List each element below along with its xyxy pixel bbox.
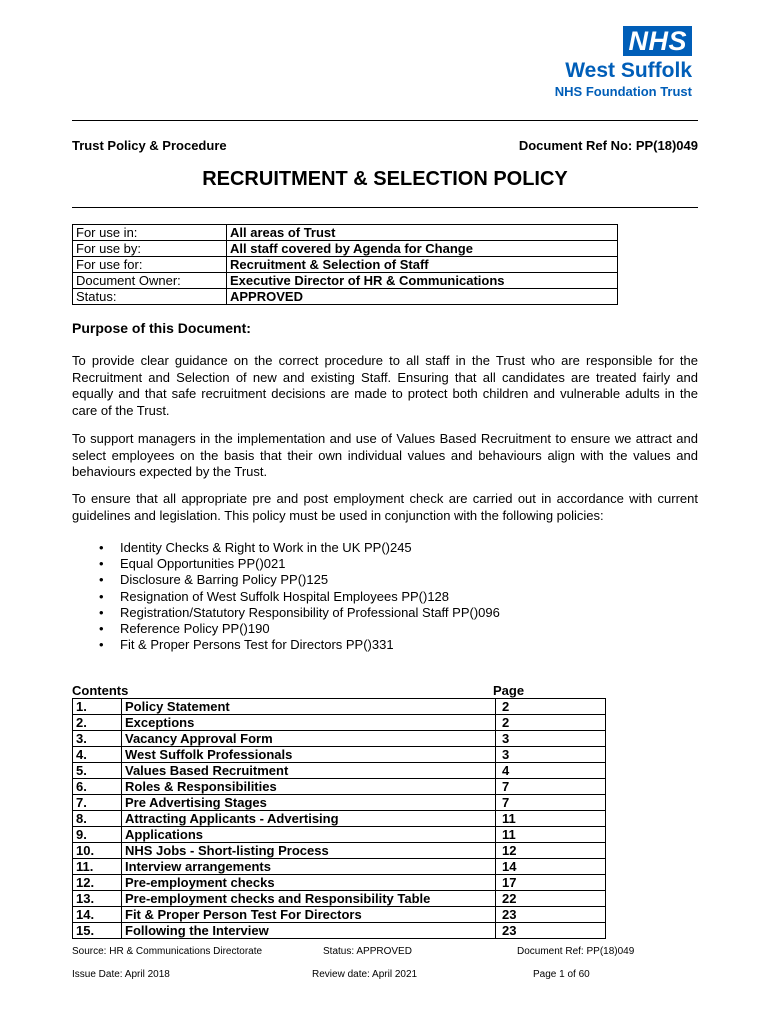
document-header — [72, 138, 698, 153]
section-number: 4. — [73, 747, 122, 763]
section-title: West Suffolk Professionals — [122, 747, 496, 763]
org-subtitle: NHS Foundation Trust — [554, 84, 692, 99]
meta-row — [73, 289, 618, 305]
section-title: Roles & Responsibilities — [122, 779, 496, 795]
table-row — [73, 923, 606, 939]
section-title: Exceptions — [122, 715, 496, 731]
meta-key: For use in: — [73, 225, 227, 241]
meta-value: Executive Director of HR & Communications — [227, 273, 618, 289]
table-row — [73, 747, 606, 763]
meta-value: APPROVED — [227, 289, 618, 305]
section-title: Pre Advertising Stages — [122, 795, 496, 811]
section-title: Vacancy Approval Form — [122, 731, 496, 747]
footer-source: Source: HR & Communications Directorate — [72, 946, 263, 957]
section-number: 10. — [73, 843, 122, 859]
policy-type: Trust Policy & Procedure — [72, 138, 227, 153]
section-page: 4 — [496, 763, 606, 779]
table-row — [73, 715, 606, 731]
footer-doc-ref: Document Ref: PP(18)049 — [517, 946, 635, 957]
table-row — [73, 859, 606, 875]
section-number: 2. — [73, 715, 122, 731]
table-row — [73, 763, 606, 779]
table-row — [73, 795, 606, 811]
top-rule — [72, 120, 698, 121]
contents-header — [72, 683, 528, 698]
section-page: 2 — [496, 699, 606, 715]
title-rule — [72, 207, 698, 208]
section-title: Following the Interview — [122, 923, 496, 939]
meta-key: For use for: — [73, 257, 227, 273]
nhs-logo — [547, 26, 692, 99]
section-page: 11 — [496, 811, 606, 827]
page-column-heading: Page — [493, 683, 525, 698]
meta-value: All areas of Trust — [227, 225, 618, 241]
list-item: • Identity Checks & Right to Work in the UK PP()245 — [120, 540, 746, 556]
meta-row — [73, 241, 618, 257]
document-meta-table — [72, 224, 618, 305]
purpose-heading: Purpose of this Document: — [72, 320, 251, 336]
section-title: Policy Statement — [122, 699, 496, 715]
section-number: 7. — [73, 795, 122, 811]
section-number: 1. — [73, 699, 122, 715]
section-title: Interview arrangements — [122, 859, 496, 875]
section-title: Applications — [122, 827, 496, 843]
section-page: 23 — [496, 923, 606, 939]
table-row — [73, 811, 606, 827]
section-page: 3 — [496, 747, 606, 763]
section-title: Pre-employment checks and Responsibility Table — [122, 891, 496, 907]
list-item: • Reference Policy PP()190 — [120, 621, 746, 637]
contents-heading: Contents — [72, 683, 129, 698]
table-row — [73, 731, 606, 747]
list-item: • Registration/Statutory Responsibility of Professional Staff PP()096 — [120, 605, 746, 621]
section-page: 22 — [496, 891, 606, 907]
footer-review-date: Review date: April 2021 — [312, 969, 418, 980]
section-number: 15. — [73, 923, 122, 939]
section-number: 3. — [73, 731, 122, 747]
section-title: Attracting Applicants - Advertising — [122, 811, 496, 827]
purpose-paragraph-3: To ensure that all appropriate pre and post employment check are carried out in accordance with current guidelines and legislation. This policy must be used in conjunction with the following policies: — [72, 491, 698, 523]
section-page: 2 — [496, 715, 606, 731]
section-title: Values Based Recruitment — [122, 763, 496, 779]
section-title: Fit & Proper Person Test For Directors — [122, 907, 496, 923]
section-title: NHS Jobs - Short-listing Process — [122, 843, 496, 859]
purpose-paragraph-1: To provide clear guidance on the correct procedure to all staff in the Trust who are responsible for the Recruitment and Selection of new and existing Staff. Ensuring that all candidates are treated fairly and equally and that safe recruitment decisions are made to protect both children and vulnerable adults in the care of the Trust. — [72, 353, 698, 418]
page-title: RECRUITMENT & SELECTION POLICY — [202, 168, 568, 190]
table-row — [73, 875, 606, 891]
meta-value: Recruitment & Selection of Staff — [227, 257, 618, 273]
meta-row — [73, 257, 618, 273]
table-row — [73, 907, 606, 923]
section-number: 8. — [73, 811, 122, 827]
table-row — [73, 779, 606, 795]
meta-key: Document Owner: — [73, 273, 227, 289]
nhs-logo-mark: NHS — [623, 26, 692, 56]
list-item: • Disclosure & Barring Policy PP()125 — [120, 572, 746, 588]
table-row — [73, 891, 606, 907]
document-ref: Document Ref No: PP(18)049 — [518, 138, 698, 153]
section-page: 7 — [496, 779, 606, 795]
section-page: 12 — [496, 843, 606, 859]
contents-table — [72, 698, 606, 939]
org-name: West Suffolk — [565, 59, 692, 82]
table-row — [73, 843, 606, 859]
section-number: 12. — [73, 875, 122, 891]
section-number: 6. — [73, 779, 122, 795]
list-item: • Fit & Proper Persons Test for Directors PP()331 — [120, 637, 746, 653]
footer-status: Status: APPROVED — [323, 946, 412, 957]
section-page: 17 — [496, 875, 606, 891]
section-number: 13. — [73, 891, 122, 907]
section-page: 3 — [496, 731, 606, 747]
meta-row — [73, 225, 618, 241]
section-title: Pre-employment checks — [122, 875, 496, 891]
meta-key: Status: — [73, 289, 227, 305]
section-number: 14. — [73, 907, 122, 923]
list-item: • Resignation of West Suffolk Hospital Employees PP()128 — [120, 589, 746, 605]
section-number: 5. — [73, 763, 122, 779]
meta-row — [73, 273, 618, 289]
list-item: • Equal Opportunities PP()021 — [120, 556, 746, 572]
meta-key: For use by: — [73, 241, 227, 257]
section-page: 23 — [496, 907, 606, 923]
footer-issue-date: Issue Date: April 2018 — [72, 969, 170, 980]
table-row — [73, 699, 606, 715]
section-page: 14 — [496, 859, 606, 875]
table-row — [73, 827, 606, 843]
section-page: 7 — [496, 795, 606, 811]
related-policies-list — [72, 540, 746, 653]
section-page: 11 — [496, 827, 606, 843]
section-number: 9. — [73, 827, 122, 843]
footer-page-number: Page 1 of 60 — [533, 969, 590, 980]
purpose-paragraph-2: To support managers in the implementation and use of Values Based Recruitment to ensure we attract and select employees on the basis that their own individual values and behaviours align with the values and behaviours expected by the Trust. — [72, 431, 698, 479]
meta-value: All staff covered by Agenda for Change — [227, 241, 618, 257]
section-number: 11. — [73, 859, 122, 875]
